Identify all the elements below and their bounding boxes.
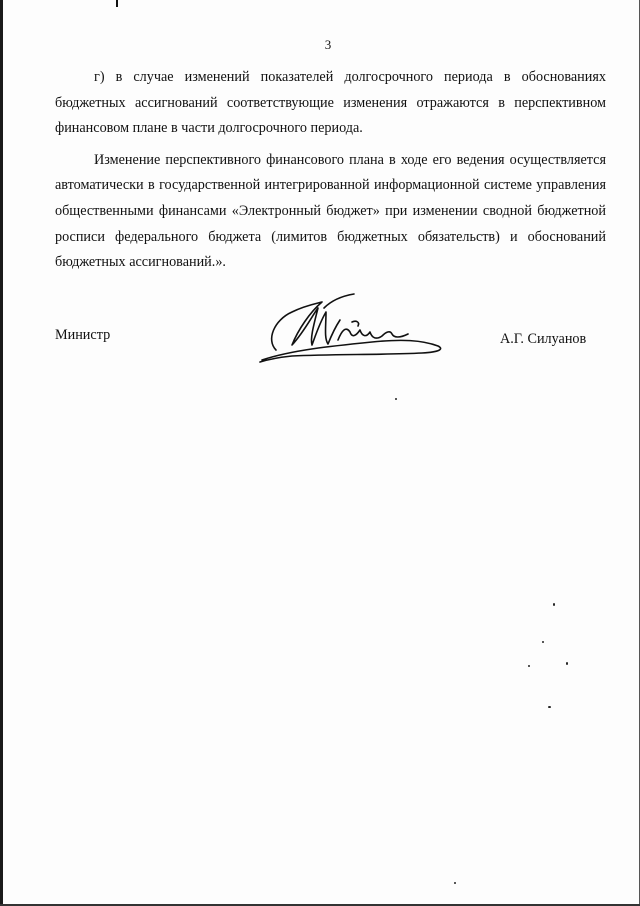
scan-speck	[542, 641, 544, 643]
paragraph-plan-maintenance: Изменение перспективного финансового плана в ходе его ведения осуществляется автоматически в государственной интегрированной информационной системе управления общественными финансами «Электронный бюджет» при изменении сводной бюджетной росписи федерального бюджета (лимитов бюджетных обязательств) и обоснований бюджетных ассигнований.».	[55, 151, 606, 271]
page-number: 3	[324, 37, 332, 52]
handwritten-signature	[252, 290, 452, 368]
paragraph-long-term-changes: г) в случае изменений показателей долгосрочного периода в обоснованиях бюджетных ассигнований соответствующие изменения отражаются в перспективном финансовом плане в части долгосрочного периода.	[55, 69, 606, 137]
scan-speck	[548, 706, 551, 708]
document-body	[55, 65, 606, 276]
scan-speck	[454, 882, 456, 884]
signatory-title: Министр	[55, 327, 111, 343]
scan-edge-left	[0, 0, 3, 906]
scan-speck	[553, 603, 555, 606]
scan-speck	[528, 665, 530, 667]
scan-mark	[116, 0, 118, 7]
scan-speck	[566, 662, 568, 665]
signatory-name: А.Г. Силуанов	[500, 331, 587, 347]
scan-speck	[395, 398, 397, 400]
